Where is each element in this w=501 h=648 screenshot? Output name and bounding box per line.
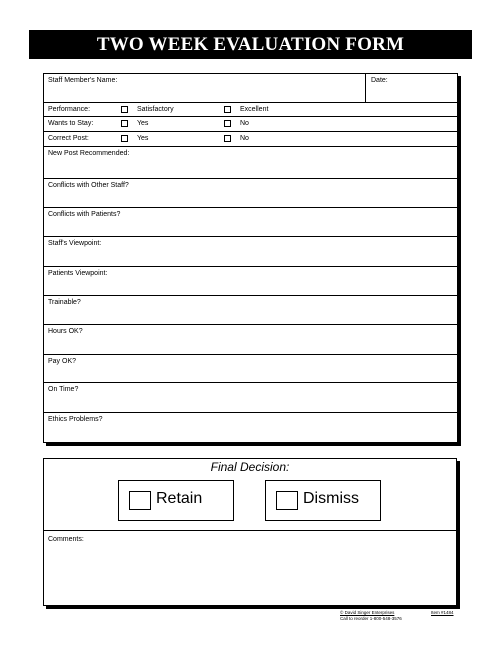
text-row[interactable] (44, 179, 457, 208)
text-row[interactable] (44, 237, 457, 267)
option-yes[interactable] (121, 120, 148, 127)
text-row-label: Trainable? (48, 299, 81, 306)
text-row-label: Patients Viewpoint: (48, 270, 108, 277)
final-decision-title: Final Decision: (210, 460, 290, 474)
check-row-label: Wants to Stay: (48, 120, 94, 127)
form-title: TWO WEEK EVALUATION FORM (29, 30, 472, 59)
option-label: Satisfactory (137, 106, 174, 113)
staff-name-field[interactable]: Staff Member's Name: (48, 77, 118, 84)
option-label: Excellent (240, 106, 269, 113)
evaluation-form (43, 73, 458, 443)
final-decision-box (43, 458, 457, 606)
dismiss-checkbox[interactable] (276, 491, 298, 510)
check-row-performance (44, 103, 457, 117)
text-row[interactable] (44, 413, 457, 442)
checkbox-icon[interactable] (121, 106, 128, 113)
option-label: Yes (137, 135, 149, 142)
option-label: No (240, 120, 249, 127)
checkbox-icon[interactable] (224, 135, 231, 142)
option-no[interactable] (224, 120, 249, 127)
text-row[interactable] (44, 355, 457, 383)
text-row[interactable] (44, 296, 457, 325)
dismiss-option[interactable] (265, 480, 381, 521)
name-date-row (44, 74, 457, 103)
publisher-text: © David Singer Enterprises (340, 610, 395, 615)
checkbox-icon[interactable] (121, 135, 128, 142)
text-row-label: Staff's Viewpoint: (48, 240, 102, 247)
comments-field[interactable]: Comments: (48, 536, 84, 543)
option-excellent[interactable] (224, 106, 268, 113)
checkbox-icon[interactable] (224, 120, 231, 127)
text-row[interactable] (44, 267, 457, 296)
date-field[interactable]: Date: (371, 77, 388, 84)
text-row-label: Ethics Problems? (48, 416, 103, 423)
name-date-divider (365, 74, 366, 102)
text-row[interactable] (44, 325, 457, 355)
retain-label: Retain (156, 490, 203, 507)
item-number: Item #1484 (431, 610, 454, 615)
text-row-label: Conflicts with Patients? (48, 211, 121, 218)
option-no[interactable] (224, 135, 249, 142)
check-row-wants-to-stay (44, 117, 457, 132)
check-row-label: Performance: (48, 106, 91, 113)
option-label: Yes (137, 120, 149, 127)
option-label: No (240, 135, 249, 142)
footer-publisher (340, 610, 402, 622)
text-row-label: On Time? (48, 386, 79, 393)
checkbox-icon[interactable] (121, 120, 128, 127)
reorder-text: Call to reorder 1-800-548-3576 (340, 616, 402, 621)
dismiss-label: Dismiss (303, 490, 359, 507)
option-yes[interactable] (121, 135, 148, 142)
text-row[interactable] (44, 147, 457, 179)
text-row-label: Pay OK? (48, 358, 77, 365)
retain-option[interactable] (118, 480, 234, 521)
retain-checkbox[interactable] (129, 491, 151, 510)
decision-divider (44, 530, 456, 531)
text-row-label: New Post Recommended: (48, 150, 130, 157)
text-row-label: Hours OK? (48, 328, 83, 335)
text-row[interactable] (44, 208, 457, 237)
option-satisfactory[interactable] (121, 106, 174, 113)
text-row[interactable] (44, 383, 457, 413)
checkbox-icon[interactable] (224, 106, 231, 113)
text-row-label: Conflicts with Other Staff? (48, 182, 129, 189)
check-row-correct-post (44, 132, 457, 147)
check-row-label: Correct Post: (48, 135, 89, 142)
